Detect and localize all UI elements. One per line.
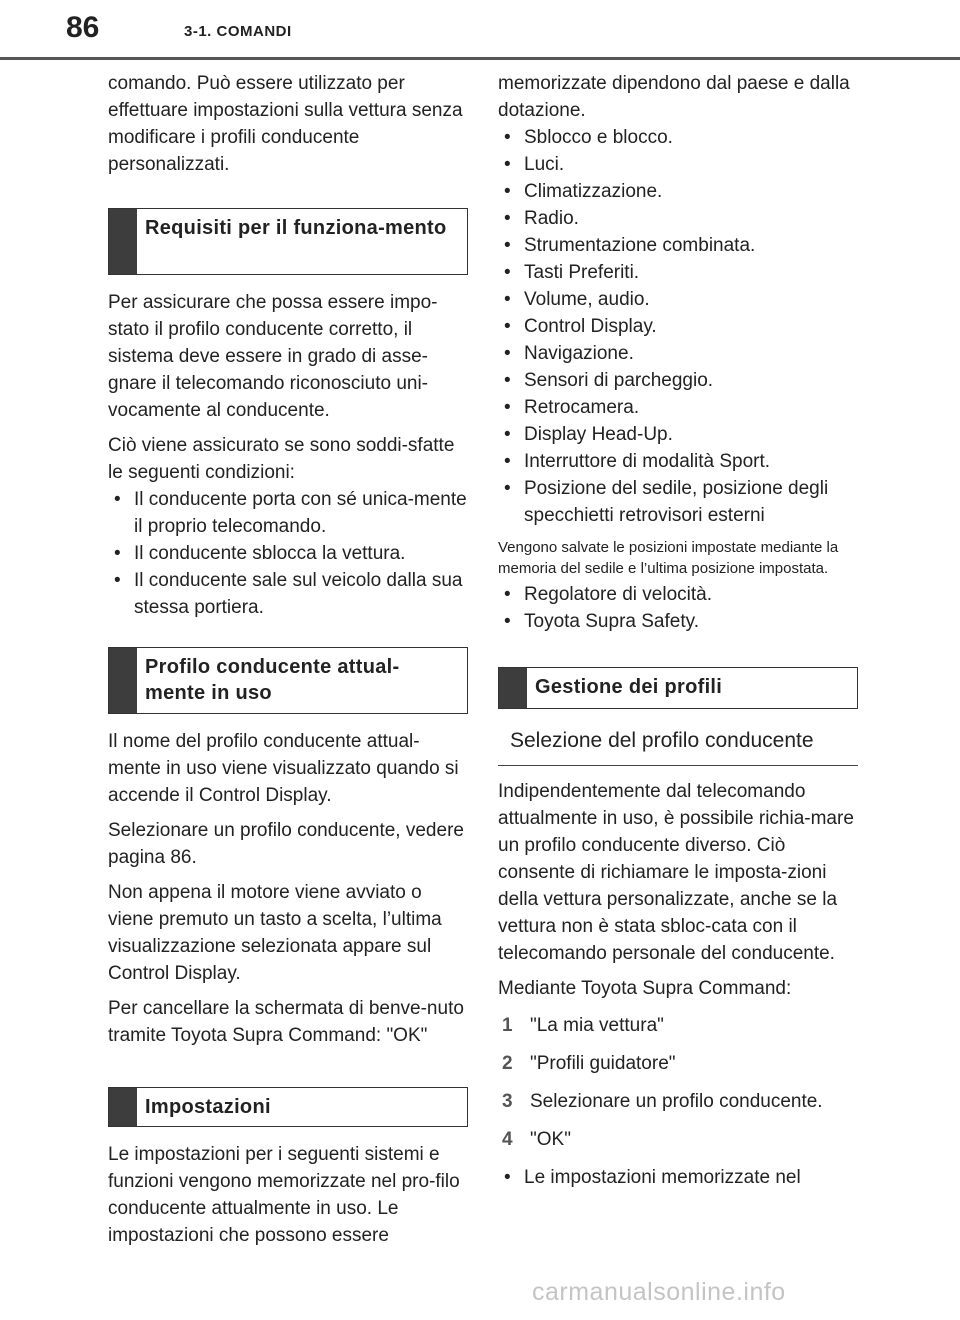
list-item: • Il conducente porta con sé unica-mente il proprio telecomando. — [108, 486, 468, 540]
settings-continuation: memorizzate dipendono dal paese e dalla dotazione. — [498, 73, 850, 121]
conditions-list — [108, 486, 468, 621]
conditions-intro: Ciò viene assicurato se sono soddi-sfatte le seguenti condizioni: — [108, 435, 455, 483]
list-item: • Navigazione. — [498, 340, 858, 367]
step-item — [498, 1012, 858, 1039]
step-number: 2 — [502, 1053, 513, 1074]
current-profile-paragraph: Il nome del profilo conducente attual-mente in uso viene visualizzato quando si accende il Control Display. — [108, 731, 459, 806]
step-item — [498, 1050, 858, 1077]
list-item: • Sblocco e blocco. — [498, 124, 858, 151]
list-item: • Toyota Supra Safety. — [498, 608, 858, 635]
requirements-paragraph: Per assicurare che possa essere impo-stato il profilo conducente corretto, il sistema deve essere in grado di asse-gnare il telecomando riconosciuto uni-vocamente al conducente. — [108, 292, 438, 421]
list-item: • Tasti Preferiti. — [498, 259, 858, 286]
welcome-screen-paragraph: Per cancellare la schermata di benve-nuto tramite Toyota Supra Command: "OK" — [108, 998, 464, 1046]
step-text: Selezionare un profilo conducente. — [530, 1091, 823, 1112]
list-item: • Luci. — [498, 151, 858, 178]
select-profile-paragraph: Indipendentemente dal telecomando attualmente in uso, è possibile richia-mare un profilo conducente diverso. Ciò consente di richiamare le imposta-zioni della vettura personalizzate, anche se la vettura non è stata sbloc-cata con il telecomando personale del conducente. — [498, 781, 854, 964]
profile-management-heading: Gestione dei profili — [535, 676, 723, 698]
left-column — [108, 70, 468, 1257]
settings-list-continued — [498, 581, 858, 635]
settings-heading-box — [108, 1087, 468, 1127]
watermark: carmanualsonline.info — [532, 1278, 786, 1306]
heading-bar — [109, 1088, 137, 1126]
last-display-paragraph: Non appena il motore viene avviato o viene premuto un tasto a scelta, l’ultima visualizzazione selezionata appare sul Control Display. — [108, 882, 442, 984]
current-profile-heading: Profilo conducente attual-mente in uso — [145, 656, 400, 704]
list-item: • Il conducente sblocca la vettura. — [108, 540, 468, 567]
list-item: • Il conducente sale sul veicolo dalla sua stessa portiera. — [108, 567, 468, 621]
settings-paragraph: Le impostazioni per i seguenti sistemi e funzioni vengono memorizzate nel pro-filo conducente attualmente in uso. Le impostazioni che possono essere — [108, 1144, 460, 1246]
list-item: • Regolatore di velocità. — [498, 581, 858, 608]
profile-management-heading-box — [498, 667, 858, 709]
list-item: • Retrocamera. — [498, 394, 858, 421]
list-item: • Radio. — [498, 205, 858, 232]
list-item: • Volume, audio. — [498, 286, 858, 313]
section-title: 3-1. COMANDI — [184, 23, 292, 40]
list-item: • Le impostazioni memorizzate nel — [498, 1164, 858, 1191]
select-profile-reference: Selezionare un profilo conducente, vedere pagina 86. — [108, 820, 464, 868]
step-text: "OK" — [530, 1129, 571, 1150]
list-item: • Posizione del sedile, posizione degli specchietti retrovisori esterni — [498, 475, 858, 529]
seat-memory-note: Vengono salvate le posizioni impostate mediante la memoria del sedile e l’ultima posizione impostata. — [498, 539, 839, 577]
settings-list — [498, 124, 858, 529]
heading-bar — [109, 648, 137, 713]
list-item: • Display Head-Up. — [498, 421, 858, 448]
page-header — [0, 0, 960, 62]
heading-bar — [499, 668, 527, 708]
step-text: "Profili guidatore" — [530, 1053, 676, 1074]
list-item: • Interruttore di modalità Sport. — [498, 448, 858, 475]
intro-paragraph: comando. Può essere utilizzato per effettuare impostazioni sulla vettura senza modificare i profili conducente personalizzati. — [108, 73, 463, 175]
right-column — [498, 70, 858, 1191]
heading-bar — [109, 209, 137, 274]
header-divider — [0, 57, 960, 60]
page-number: 86 — [66, 11, 100, 44]
list-item: • Climatizzazione. — [498, 178, 858, 205]
list-item: • Strumentazione combinata. — [498, 232, 858, 259]
step-number: 4 — [502, 1129, 513, 1150]
step-text: "La mia vettura" — [530, 1015, 664, 1036]
select-profile-steps — [498, 1012, 858, 1153]
current-profile-heading-box — [108, 647, 468, 714]
stored-settings-list — [498, 1164, 858, 1191]
list-item: • Control Display. — [498, 313, 858, 340]
settings-heading: Impostazioni — [145, 1096, 271, 1118]
step-item — [498, 1088, 858, 1115]
step-item — [498, 1126, 858, 1153]
step-number: 1 — [502, 1015, 513, 1036]
command-intro: Mediante Toyota Supra Command: — [498, 978, 792, 999]
select-profile-heading: Selezione del profilo conducente — [498, 719, 858, 766]
requirements-heading: Requisiti per il funziona-mento — [145, 217, 447, 239]
requirements-heading-box — [108, 208, 468, 275]
step-number: 3 — [502, 1091, 513, 1112]
list-item: • Sensori di parcheggio. — [498, 367, 858, 394]
